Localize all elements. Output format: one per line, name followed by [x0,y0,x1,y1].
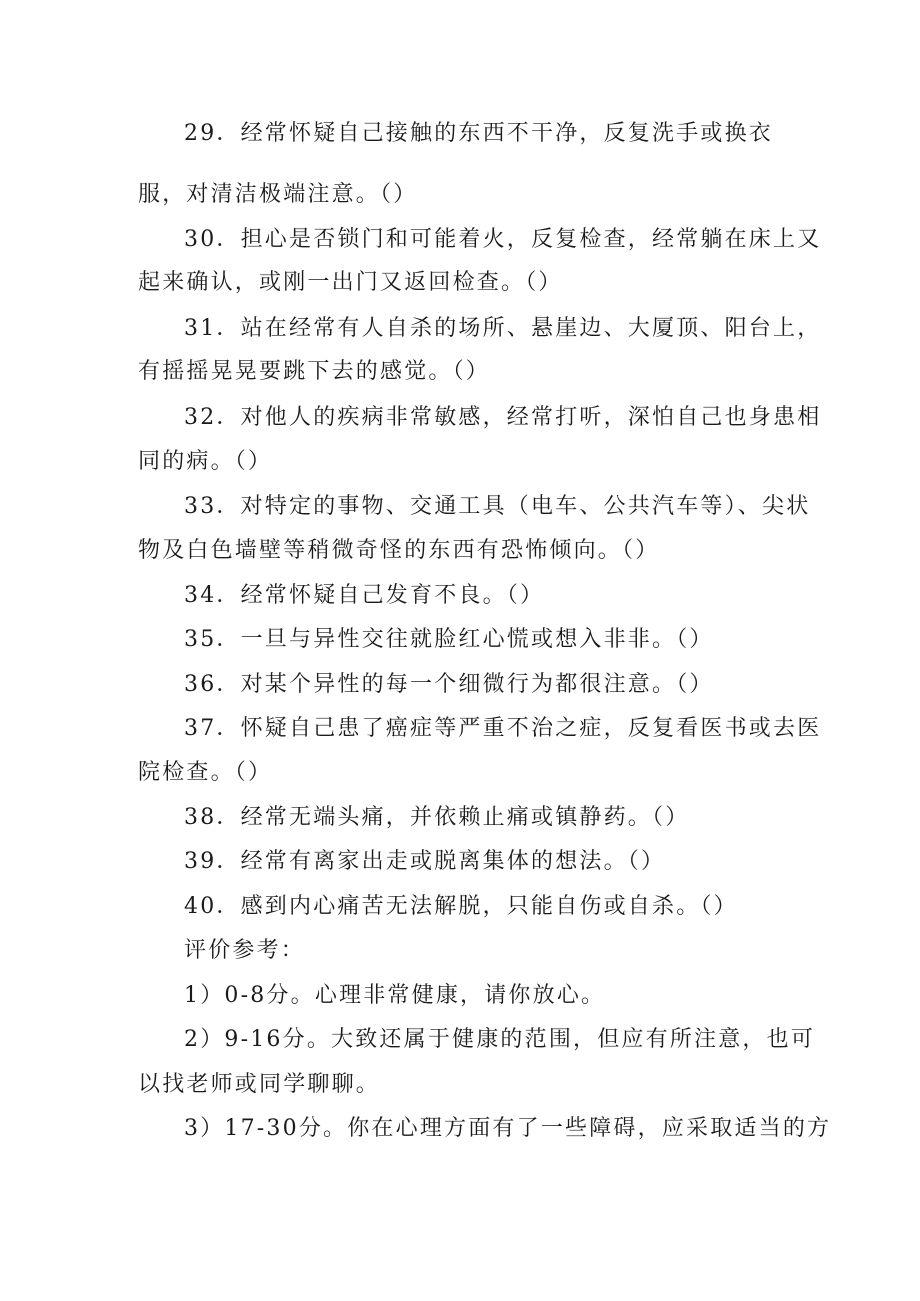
evaluation-entry-1-line-1: 1）0-8分。心理非常健康，请你放心。 [184,983,606,1008]
question-text: 物及白色墙壁等稍微奇怪的东西有恐怖倾向。（） [138,538,660,563]
question-29-line-2 [138,180,417,210]
question-31-line-1 [184,314,821,344]
question-38-line-1 [184,803,689,833]
question-34-line-1 [184,581,544,611]
question-31-line-2 [138,357,490,387]
question-number: 33 [184,494,217,519]
question-number: 39 [184,849,217,874]
question-number: 36 [184,672,217,697]
question-text: 有摇摇晃晃要跳下去的感觉。（） [138,359,491,384]
question-32-line-1 [184,403,821,433]
question-number: 30 [184,227,217,252]
question-text: ．经常无端头痛，并依赖止痛或镇静药。（） [216,805,690,830]
question-36-line-1 [184,670,714,700]
question-32-line-2 [138,447,272,477]
evaluation-entry-2-line-2: 以找老师或同学聊聊。 [138,1072,381,1097]
evaluation-entry-3-line-1: 3）17-30分。你在心理方面有了一些障碍，应采取适当的方 [184,1116,832,1141]
question-30-line-1 [184,225,821,255]
question-text: ．怀疑自己患了癌症等严重不治之症，反复看医书或去医 [216,716,822,741]
question-37-line-2 [138,758,272,788]
question-number: 32 [184,405,217,430]
question-text: 起来确认，或刚一出门又返回检查。（） [138,270,563,295]
question-text: ．对他人的疾病非常敏感，经常打听，深怕自己也身患相 [216,405,822,430]
question-text: 院检查。（） [138,760,273,785]
question-text: ．担心是否锁门和可能着火，反复检查，经常躺在床上又 [216,227,822,252]
question-text: 同的病。（） [138,449,273,474]
question-33-line-1 [184,492,810,522]
question-text: ．经常怀疑自己发育不良。（） [216,583,545,608]
question-30-line-2 [138,268,563,298]
question-text: 服，对清洁极端注意。（） [138,182,418,207]
question-37-line-1 [184,714,821,744]
question-text: ．感到内心痛苦无法解脱，只能自伤或自杀。（） [216,894,738,919]
question-29-line-1 [184,119,773,149]
question-number: 31 [184,316,217,341]
question-40-line-1 [184,892,738,922]
question-text: ．对特定的事物、交通工具（电车、公共汽车等）、尖状 [216,494,811,519]
question-35-line-1 [184,625,714,655]
question-text: ．一旦与异性交往就脸红心慌或想入非非。（） [216,627,714,652]
question-number: 29 [184,121,217,146]
question-number: 40 [184,894,217,919]
question-text: ．对某个异性的每一个细微行为都很注意。（） [216,672,714,697]
question-number: 35 [184,627,217,652]
question-text: ．站在经常有人自杀的场所、悬崖边、大厦顶、阳台上， [216,316,822,341]
question-33-line-2 [138,536,659,566]
question-number: 38 [184,805,217,830]
evaluation-heading: 评价参考： [184,938,306,963]
question-39-line-1 [184,847,665,877]
question-text: ．经常有离家出走或脱离集体的想法。（） [216,849,666,874]
question-text: ．经常怀疑自己接触的东西不干净，反复洗手或换衣 [216,121,774,146]
evaluation-entry-2-line-1: 2）9-16分。大致还属于健康的范围，但应有所注意，也可 [184,1027,816,1052]
question-number: 37 [184,716,217,741]
question-number: 34 [184,583,217,608]
